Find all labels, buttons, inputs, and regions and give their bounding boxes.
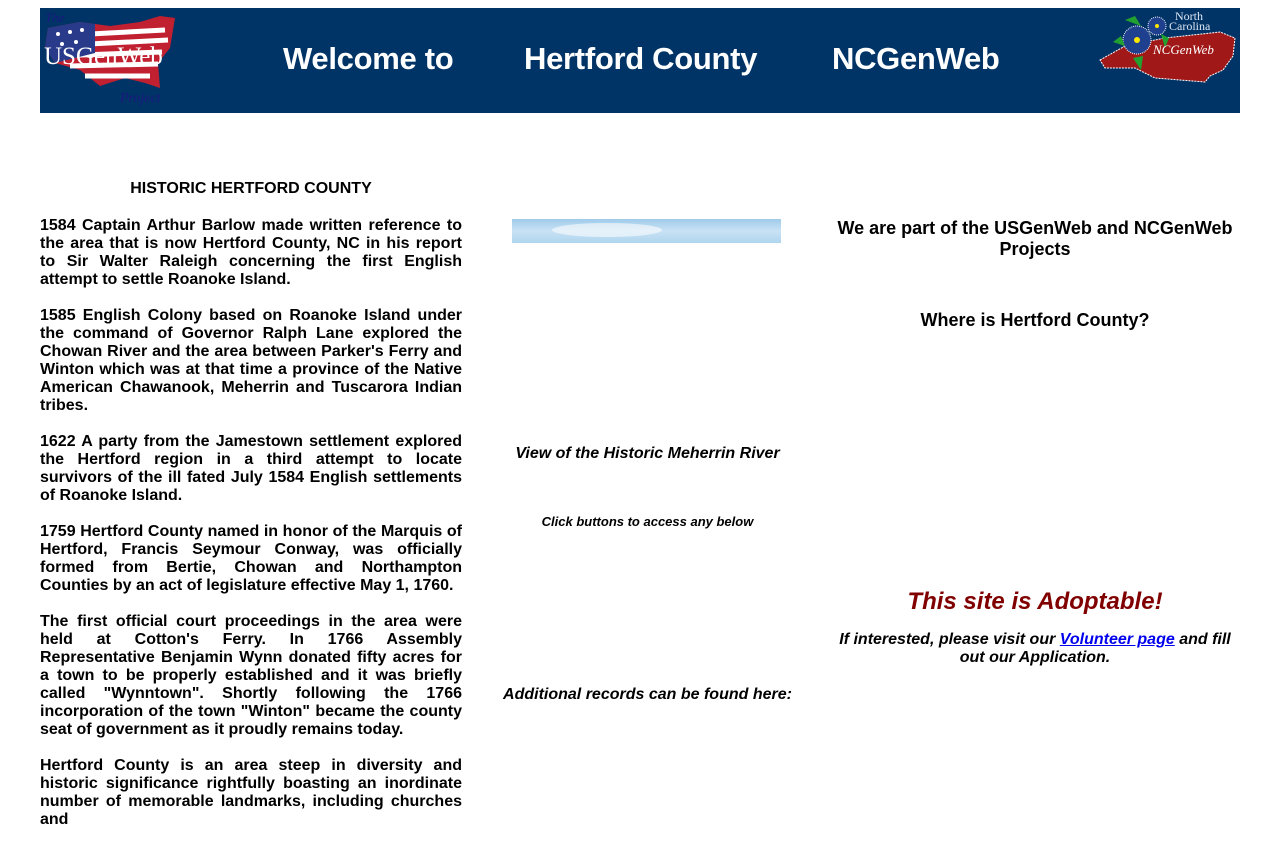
history-paragraph: 1759 Hertford County named in honor of the Marquis of Hertford, Francis Seymour Conway, was officially formed from Bertie, Chowan and Northampton Counties by an act of legislature effective May 1, 1760. bbox=[40, 523, 462, 594]
header-title-welcome: Welcome to bbox=[283, 41, 454, 76]
svg-text:NCGenWeb: NCGenWeb bbox=[1153, 42, 1214, 57]
svg-text:Project: Project bbox=[120, 91, 161, 106]
meherrin-river-image bbox=[512, 219, 781, 243]
header-title-ncgenweb: NCGenWeb bbox=[832, 41, 1000, 76]
site-header bbox=[40, 8, 1240, 113]
river-caption: View of the Historic Meherrin River bbox=[515, 445, 780, 462]
history-paragraph: 1585 English Colony based on Roanoke Island under the command of Governor Ralph Lane explored the Chowan River and the area between Parker's Ferry and Winton which was at that time a province of the Native American Chawanook, Meherrin and Tuscarora Indian tribes. bbox=[40, 307, 462, 414]
history-paragraph: 1584 Captain Arthur Barlow made written reference to the area that is now Hertford County, NC in his report to Sir Walter Raleigh concerning the first English attempt to settle Roanoke Island. bbox=[40, 217, 462, 288]
history-heading: HISTORIC HERTFORD COUNTY bbox=[130, 180, 372, 197]
usgenweb-logo-icon[interactable] bbox=[40, 8, 185, 108]
ncgenweb-logo-icon[interactable] bbox=[1095, 8, 1240, 93]
where-is-heading: Where is Hertford County? bbox=[920, 310, 1150, 330]
svg-text:The: The bbox=[45, 10, 65, 25]
history-paragraph: 1622 A party from the Jamestown settlement explored the Hertford region in a third attempt to locate survivors of the ill fated July 1584 English settlements of Roanoke Island. bbox=[40, 433, 462, 504]
history-column bbox=[40, 180, 462, 847]
volunteer-page-link[interactable]: Volunteer page bbox=[1059, 631, 1175, 648]
svg-text:North: North bbox=[1175, 9, 1203, 23]
buttons-note: Click buttons to access any below bbox=[541, 514, 754, 529]
header-title-county: Hertford County bbox=[524, 41, 758, 76]
svg-text:USGenWeb: USGenWeb bbox=[44, 43, 163, 70]
genweb-membership-heading: We are part of the USGenWeb and NCGenWeb Projects bbox=[837, 218, 1233, 259]
history-paragraph: The first official court proceedings in the area were held at Cotton's Ferry. In 1766 Assembly Representative Benjamin Wynn donated fifty acres for a town to be properly established and it was briefly called "Wynntown". Shortly following the 1766 incorporation of the town "Winton" became the county seat of government as it proudly remains today. bbox=[40, 613, 462, 738]
adopt-instructions: If interested, please visit our Volunteer page and fill out our Application. bbox=[839, 631, 1231, 666]
additional-records-label: Additional records can be found here: bbox=[503, 686, 792, 703]
svg-text:Carolina: Carolina bbox=[1169, 19, 1211, 33]
history-paragraph: Hertford County is an area steep in diversity and historic significance rightfully boasting an inordinate number of memorable landmarks, including churches and bbox=[40, 757, 462, 828]
adoptable-heading: This site is Adoptable! bbox=[907, 588, 1163, 615]
